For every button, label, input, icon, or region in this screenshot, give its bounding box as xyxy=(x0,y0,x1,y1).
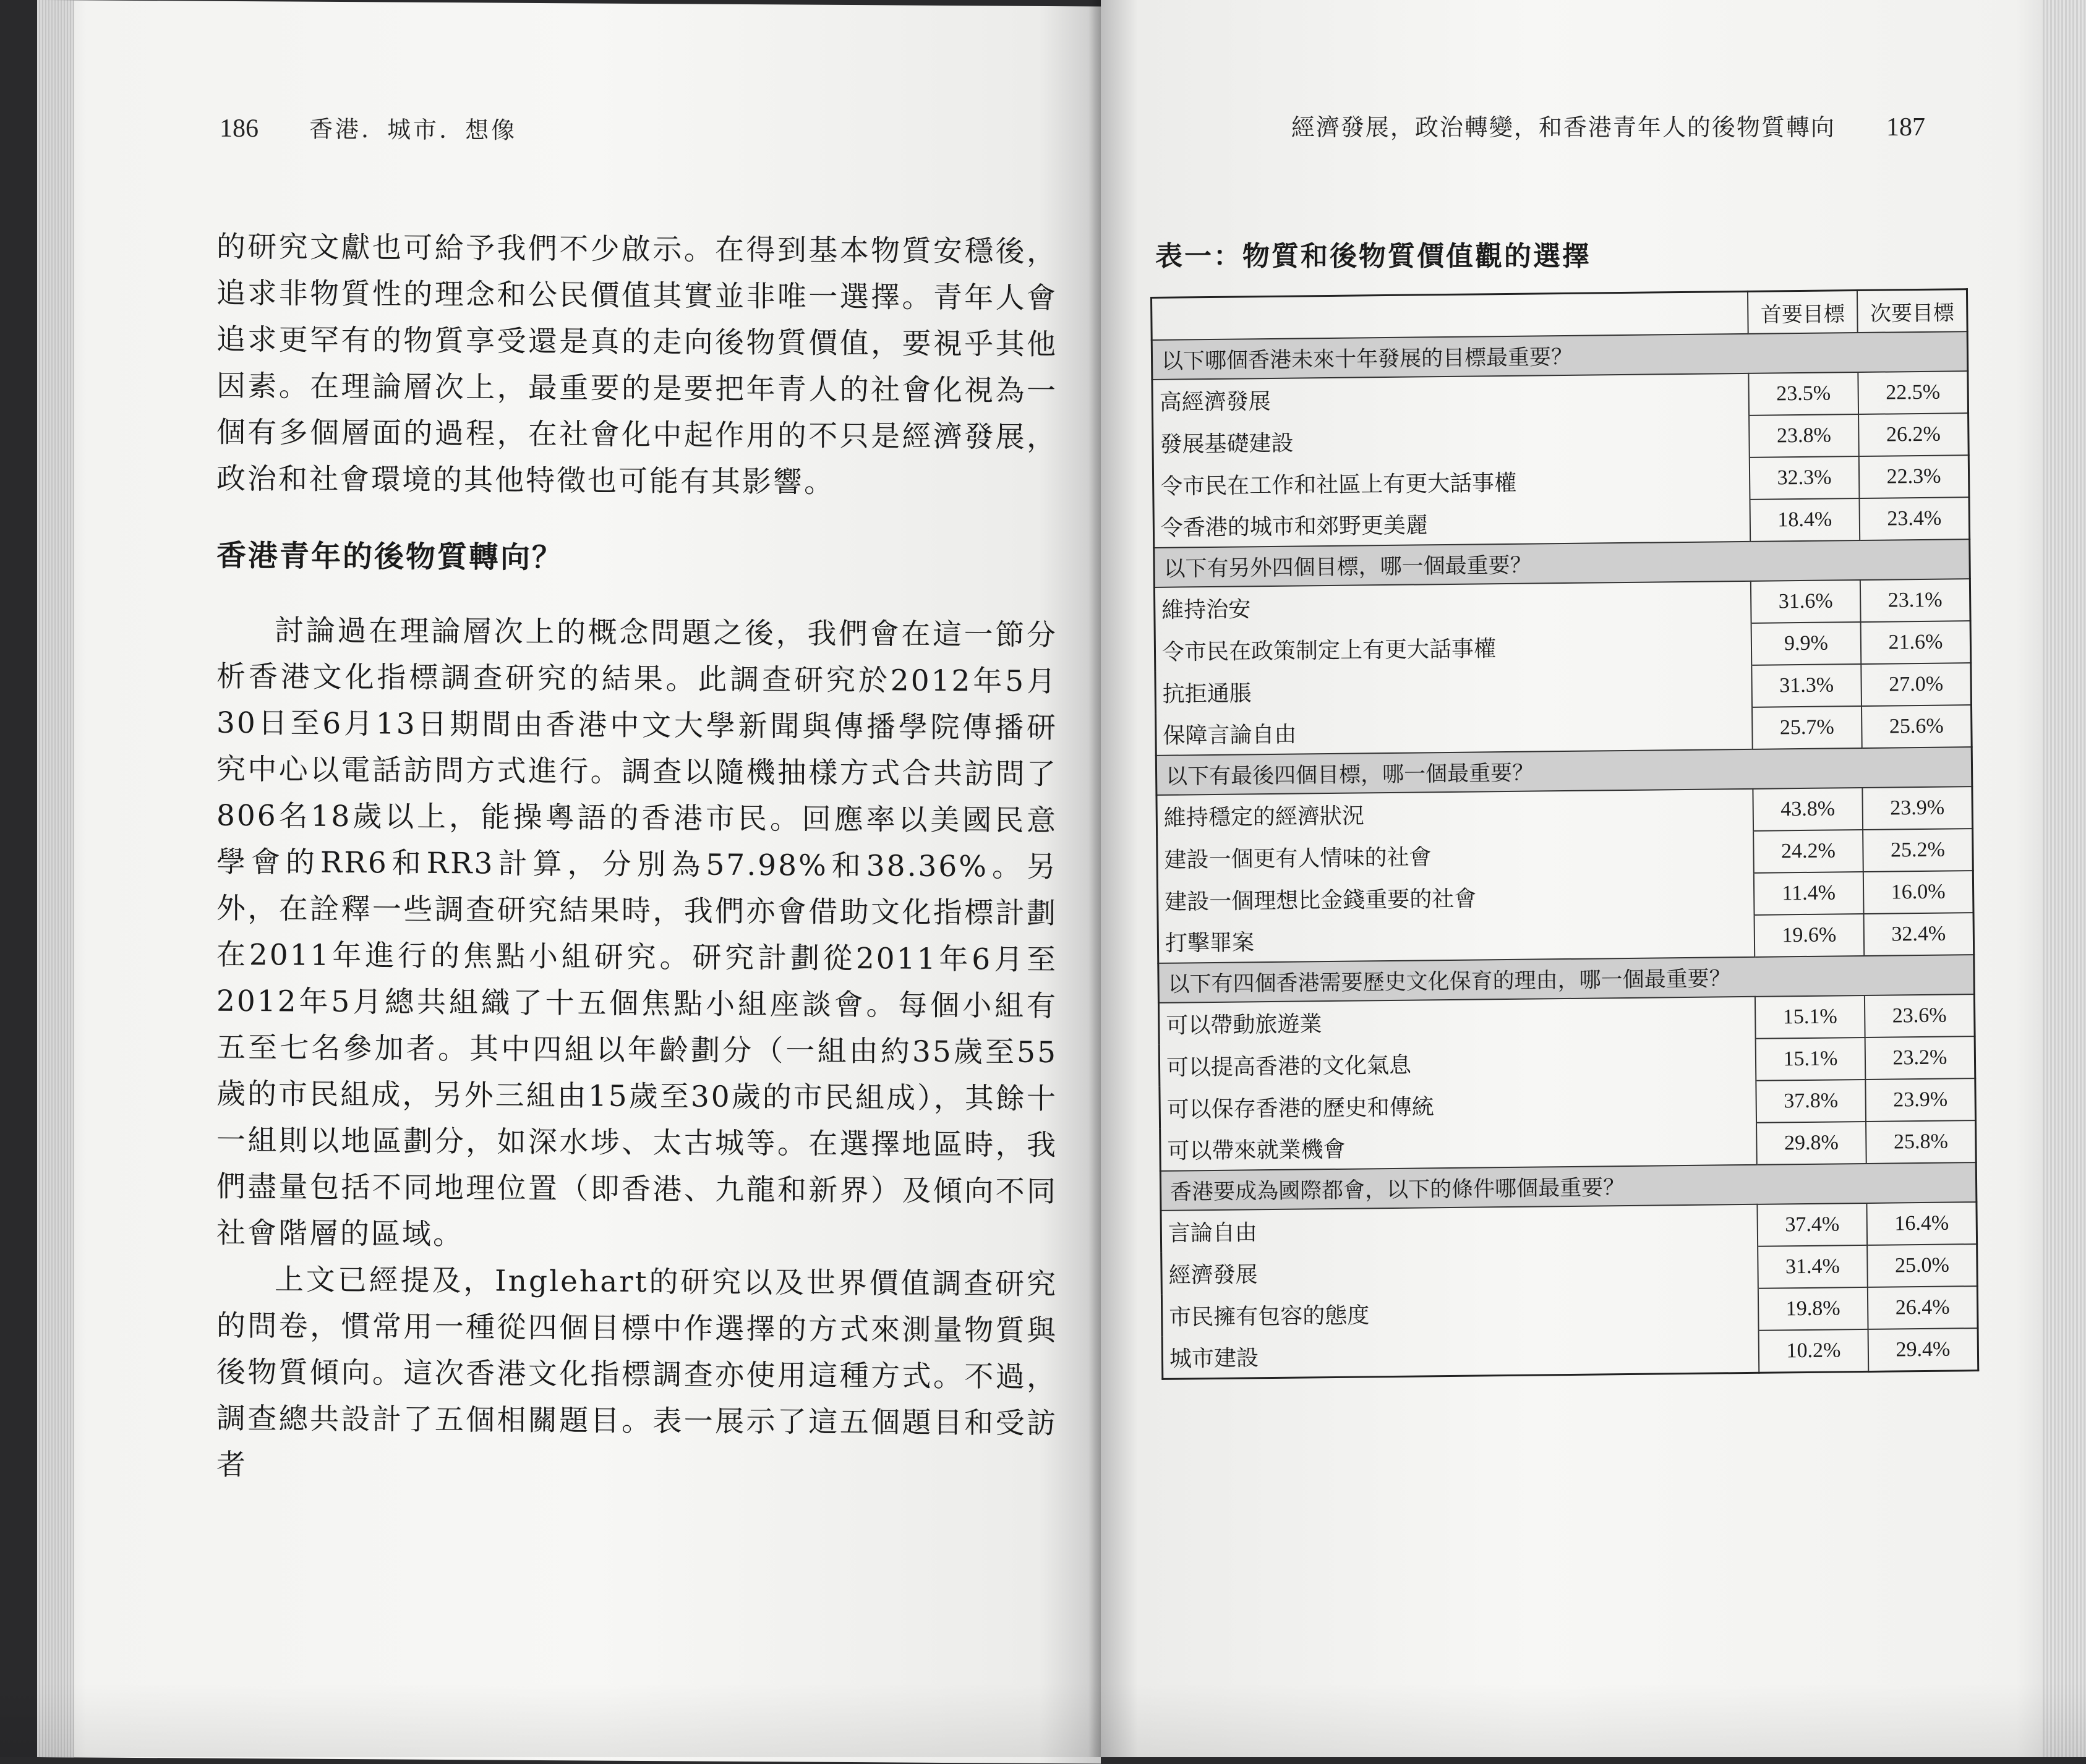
secondary-value: 23.9% xyxy=(1865,1078,1975,1122)
secondary-value: 23.9% xyxy=(1862,786,1972,830)
primary-value: 11.4% xyxy=(1754,872,1864,915)
running-title-right: 經濟發展，政治轉變，和香港青年人的後物質轉向 xyxy=(1291,114,1836,141)
primary-value: 15.1% xyxy=(1756,1038,1866,1081)
primary-value: 19.6% xyxy=(1755,914,1865,957)
paragraphs-after-heading xyxy=(216,607,1058,1493)
secondary-value: 22.3% xyxy=(1859,455,1969,498)
primary-value: 10.2% xyxy=(1759,1329,1869,1373)
primary-value: 37.4% xyxy=(1757,1203,1867,1246)
table-header-blank xyxy=(1152,291,1748,340)
row-label: 可以提高香港的文化氣息 xyxy=(1159,1039,1756,1087)
primary-value: 9.9% xyxy=(1751,622,1862,665)
page-edge-left xyxy=(37,0,74,1757)
row-label: 高經濟發展 xyxy=(1152,373,1749,422)
group-question: 以下哪個香港未來十年發展的目標最重要？ xyxy=(1152,331,1968,380)
running-title-left: 香港．城市．想像 xyxy=(309,115,518,144)
secondary-value: 25.2% xyxy=(1863,829,1973,872)
secondary-value: 23.6% xyxy=(1865,994,1975,1038)
secondary-value: 23.1% xyxy=(1860,579,1970,622)
column-header-secondary: 次要目標 xyxy=(1857,289,1967,333)
bottom-shadow xyxy=(0,1683,2086,1757)
row-label: 維持穩定的經濟狀況 xyxy=(1156,789,1753,837)
row-label: 可以帶來就業機會 xyxy=(1160,1123,1757,1171)
secondary-value: 25.6% xyxy=(1862,705,1972,748)
group-question: 以下有四個香港需要歷史文化保育的理由，哪一個最重要？ xyxy=(1158,955,1975,1003)
primary-value: 15.1% xyxy=(1755,995,1865,1039)
section-heading: 香港青年的後物質轉向？ xyxy=(216,538,564,576)
row-label: 打擊罪案 xyxy=(1158,915,1755,963)
running-head-right xyxy=(1291,108,1925,142)
group-question: 香港要成為國際都會，以下的條件哪個最重要？ xyxy=(1160,1162,1977,1211)
primary-value: 43.8% xyxy=(1753,788,1863,831)
row-label: 言論自由 xyxy=(1161,1204,1758,1253)
secondary-value: 16.0% xyxy=(1863,871,1973,914)
running-head-left xyxy=(220,109,517,145)
secondary-value: 21.6% xyxy=(1861,621,1971,664)
primary-value: 31.3% xyxy=(1751,664,1862,707)
primary-value: 37.8% xyxy=(1756,1080,1866,1123)
secondary-value: 23.4% xyxy=(1859,497,1969,540)
primary-value: 24.2% xyxy=(1753,830,1863,873)
primary-value: 32.3% xyxy=(1750,456,1860,500)
row-label: 維持治安 xyxy=(1154,581,1751,629)
page-edge-right xyxy=(2043,0,2086,1757)
primary-value: 31.6% xyxy=(1751,580,1861,623)
primary-value: 18.4% xyxy=(1750,498,1860,542)
group-question: 以下有最後四個目標，哪一個最重要？ xyxy=(1156,747,1972,795)
secondary-value: 25.0% xyxy=(1867,1244,1977,1287)
row-label: 可以保存香港的歷史和傳統 xyxy=(1160,1081,1756,1129)
primary-value: 23.5% xyxy=(1748,372,1858,415)
row-label: 令市民在政策制定上有更大話事權 xyxy=(1155,623,1751,671)
row-label: 可以帶動旅遊業 xyxy=(1158,997,1755,1045)
row-label: 市民擁有包容的態度 xyxy=(1161,1289,1758,1337)
row-label: 經濟發展 xyxy=(1161,1246,1758,1295)
row-label: 抗拒通脹 xyxy=(1155,665,1752,714)
primary-value: 23.8% xyxy=(1749,414,1859,458)
primary-value: 25.7% xyxy=(1752,706,1862,749)
body-paragraph: 的研究文獻也可給予我們不少啟示。在得到基本物質安穩後，追求非物質性的理念和公民價值其實並非唯一選擇。青年人會追求更罕有的物質享受還是真的走向後物質價值，要視乎其他因素。在理論層次上，最重要的是要把年青人的社會化視為一個有多個層面的過程，在社會化中起作用的不只是經濟發展，政治和社會環境的其他特徵也可能有其影響。 xyxy=(216,229,1058,500)
secondary-value: 23.2% xyxy=(1865,1036,1975,1080)
secondary-value: 26.2% xyxy=(1858,413,1968,456)
secondary-value: 29.4% xyxy=(1868,1328,1978,1371)
primary-value: 29.8% xyxy=(1756,1122,1866,1165)
row-label: 保障言論自由 xyxy=(1156,707,1753,756)
secondary-value: 32.4% xyxy=(1864,913,1974,956)
values-table-wrapper xyxy=(1150,288,1979,1380)
column-header-primary: 首要目標 xyxy=(1748,291,1858,334)
values-table xyxy=(1150,288,1979,1380)
group-question: 以下有另外四個目標，哪一個最重要？ xyxy=(1154,539,1970,587)
secondary-value: 16.4% xyxy=(1866,1202,1977,1245)
primary-value: 31.4% xyxy=(1758,1245,1868,1289)
page-number-right: 187 xyxy=(1886,113,1925,142)
paragraphs-before-heading xyxy=(216,224,1058,507)
right-page xyxy=(1101,0,2086,1757)
secondary-value: 27.0% xyxy=(1861,663,1971,706)
secondary-value: 22.5% xyxy=(1858,371,1968,414)
secondary-value: 26.4% xyxy=(1868,1286,1978,1329)
body-paragraph: 討論過在理論層次上的概念問題之後，我們會在這一節分析香港文化指標調查研究的結果。此調查研究於2012年5月30日至6月13日期間由香港中文大學新聞與傳播學院傳播研究中心以電話訪問方式進行。調查以隨機抽樣方式合共訪問了806名18歲以上，能操粵語的香港市民。回應率以美國民意學會的RR6和RR3計算，分別為57.98%和38.36%。另外，在詮釋一些調查研究結果時，我們亦會借助文化指標計劃在2011年進行的焦點小組研究。研究計劃從2011年6月至2012年5月總共組織了十五個焦點小組座談會。每個小組有五至七名參加者。其中四組以年齡劃分（一組由約35歲至55歲的市民組成，另外三組由15歲至30歲的市民組成），其餘十一組則以地區劃分，如深水埗、太古城等。在選擇地區時，我們盡量包括不同地理位置（即香港、九龍和新界）及傾向不同社會階層的區域。 xyxy=(216,613,1058,1252)
table-title: 表一：物質和後物質價值觀的選擇 xyxy=(1155,241,1591,272)
row-label: 城市建設 xyxy=(1162,1331,1759,1379)
page-number-left: 186 xyxy=(220,114,259,143)
left-body-text xyxy=(216,224,1058,1493)
row-label: 建設一個更有人情味的社會 xyxy=(1157,831,1754,879)
row-label: 發展基礎建設 xyxy=(1153,415,1750,464)
secondary-value: 25.8% xyxy=(1866,1120,1976,1164)
table-row xyxy=(1162,1328,1978,1379)
row-label: 建設一個理想比金錢重要的社會 xyxy=(1157,873,1754,921)
left-page xyxy=(37,0,1101,1764)
primary-value: 19.8% xyxy=(1758,1287,1868,1331)
body-paragraph: 上文已經提及，Inglehart的研究以及世界價值調查研究的問卷，慣常用一種從四個目標中作選擇的方式來測量物質與後物質傾向。這次香港文化指標調查亦使用這種方式。不過，調查總共設計了五個相關題目。表一展示了這五個題目和受訪者 xyxy=(216,1263,1058,1483)
row-label: 令香港的城市和郊野更美麗 xyxy=(1153,500,1750,548)
row-label: 令市民在工作和社區上有更大話事權 xyxy=(1153,458,1750,506)
